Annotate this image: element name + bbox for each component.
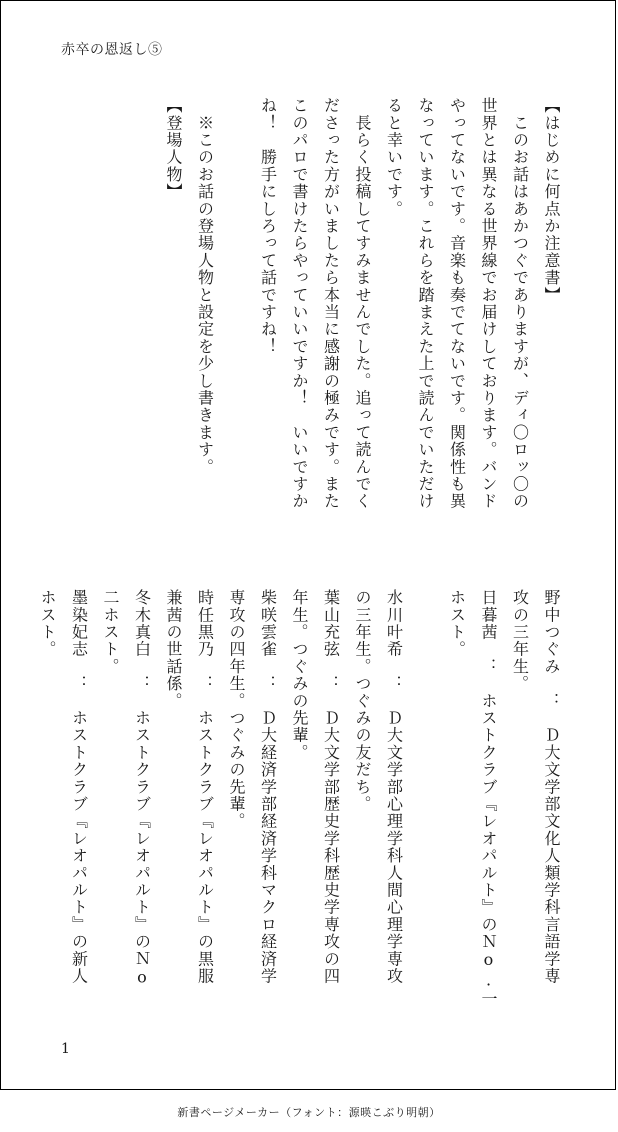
character-line: 日暮茜 ： ホストクラブ『レオパルト』のＮo.一 [479, 589, 498, 1008]
character-line: ホスト。 [447, 589, 467, 658]
intro-line: なっています。これらを踏まえた上で読んでいただけ [416, 97, 435, 510]
character-line: 水川叶希 ： Ｄ大文学部心理学科人間心理学専攻 [384, 589, 404, 985]
character-line: 冬木真白 ： ホストクラブ『レオパルト』のＮo [132, 589, 152, 988]
intro-line: ださった方がいましたら本当に感謝の極みです。また [321, 97, 341, 510]
character-line: ホスト。 [38, 589, 57, 658]
character-line: 柴咲雲雀 ： Ｄ大経済学部経済学科マクロ経済学 [258, 589, 278, 985]
story-title: 赤卒の恩返し⑤ [61, 42, 163, 58]
page-number: 1 [61, 1041, 70, 1057]
character-line: 年生。つぐみの先輩。 [290, 589, 309, 761]
intro-line: 長らく投稿してすみませんでした。追って読んでく [353, 97, 372, 510]
intro-line: 【はじめに何点か注意書】 [542, 97, 561, 304]
character-line: 時任黒乃 ： ホストクラブ『レオパルト』の黒服 [195, 589, 215, 985]
character-line: 野中つぐみ ： Ｄ大文学部文化人類学科言語学専 [542, 589, 561, 985]
character-line: 攻の三年生。 [510, 589, 530, 693]
character-line: の三年生。つぐみの友だち。 [353, 589, 372, 813]
character-line [410, 589, 442, 1029]
character-line: 墨染妃志 ： ホストクラブ『レオパルト』の新人 [69, 589, 89, 985]
intro-line: ね！ 勝手にしろって話ですね！ [258, 97, 278, 355]
character-line: 二ホスト。 [101, 589, 120, 675]
character-line: 葉山充弦 ： Ｄ大文学部歴史学科歴史学専攻の四 [321, 589, 341, 985]
character-line: 兼茜の世話係。 [164, 589, 183, 710]
intro-line: 世界とは異なる世界線でお届けしております。バンド [479, 97, 498, 510]
intro-line: 【登場人物】 [164, 97, 183, 201]
intro-line: ると幸いです。 [384, 97, 404, 218]
intro-line: このパロで書けたらやっていいですか！ いいですか [290, 97, 309, 510]
character-list [38, 589, 567, 1029]
intro-notes [37, 97, 567, 547]
intro-line: このお話はあかつぐでありますが、ディ〇ロッ〇の [510, 97, 530, 510]
intro-line [221, 97, 253, 547]
intro-line: ※このお話の登場人物と設定を少し書きます。 [195, 97, 215, 476]
generator-credit: 新書ページメーカー（フォント：源暎こぶり明朝） [177, 1106, 441, 1119]
intro-line: やってないです。音楽も奏でてないです。関係性も異 [447, 97, 467, 510]
character-line: 専攻の四年生。つぐみの先輩。 [227, 589, 246, 830]
